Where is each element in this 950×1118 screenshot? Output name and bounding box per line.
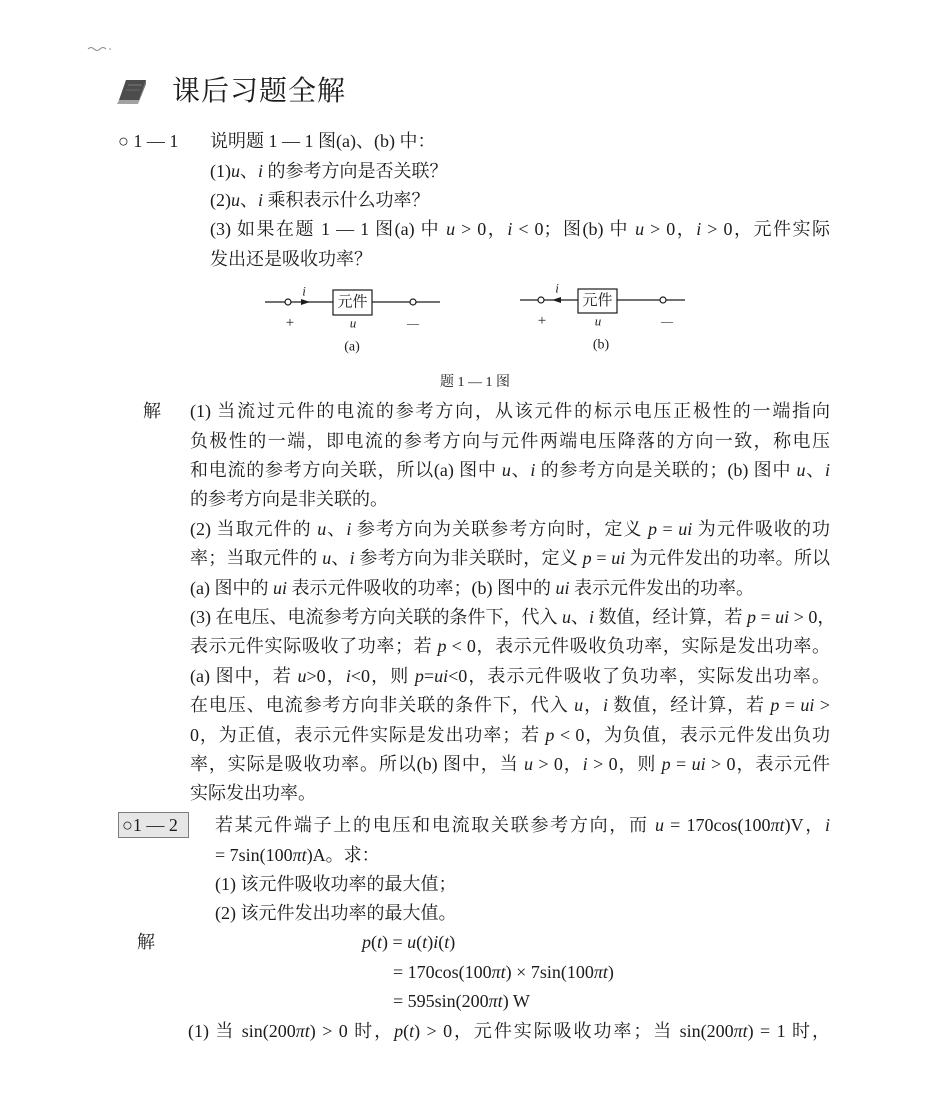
math-variable: ui [691,753,706,774]
voltage-label: u [594,313,602,329]
math-variable: i [582,753,588,774]
math-variable: p [394,1020,404,1041]
problem-text-line: (2)u、i 乘积表示什么功率？ [210,190,430,211]
math-variable: t [422,932,428,953]
corner-mark [84,42,116,56]
math-variable: i [603,695,609,716]
math-variable: p [545,724,555,745]
solution-text-line: 在电压、电流参考方向非关联的条件下，代入 u，i 数值，经计算，若 p = ui > [190,695,831,716]
math-variable: ui [775,607,790,628]
solution-text-line: 的参考方向是非关联的。 [190,489,388,510]
plus-sign: + [537,313,547,329]
math-variable: u [796,460,806,481]
solution-label: 解 [137,932,155,953]
solution-text-line: 表示元件实际吸收了功率；若 p < 0，表示元件吸收负功率，实际是发出功率。 [190,636,830,657]
figure-caption: 题 1 — 1 图 [440,375,510,390]
element-label: 元件 [337,294,368,311]
math-variable: i [258,160,264,181]
circuit-figure [0,275,950,360]
math-variable: u [523,753,533,774]
problem-text-line: (2) 该元件发出功率的最大值。 [215,903,457,924]
terminal-circle [660,297,666,303]
math-variable: u [574,695,584,716]
math-variable: p [648,518,657,539]
element-label: 元件 [582,293,613,309]
math-variable: t [444,932,450,953]
math-variable: p [414,665,424,686]
math-variable: ui [611,548,626,569]
solution-text-line: 率；当取元件的 u、i 参考方向为非关联时，定义 p = ui 为元件发出的功率。所以 [190,548,831,569]
math-variable: p [437,636,447,657]
math-variable: u [407,932,417,953]
problem-text-line: (3) 如果在题 1 — 1 图(a) 中 u > 0，i < 0；图(b) 中 u > 0，i > 0，元件实际 [210,219,831,240]
problem-statement [215,811,830,929]
book-icon [117,79,147,106]
math-variable: πt [488,991,503,1012]
problem-number: ○ 1 — 1 [118,131,179,152]
current-label: i [302,283,306,299]
solution-text-line: (a) 图中的 ui 表示元件吸收的功率；(b) 图中的 ui 表示元件发出的功率。 [190,577,755,598]
math-variable: i [349,548,355,569]
problem-text-line: (1) 该元件吸收功率的最大值； [215,874,457,895]
math-variable: i [258,190,264,211]
problem-text-line: 发出还是吸收功率？ [210,248,372,269]
math-variable: p [582,548,592,569]
equation-line: = 170cos(100πt) × 7sin(100πt) [393,961,614,982]
math-variable: t [409,1020,415,1041]
math-variable: ui [434,665,449,686]
math-variable: u [446,219,456,240]
voltage-label: u [349,315,357,331]
solution-text-line: 0，为正值，表示元件实际是发出功率；若 p < 0，为负值，表示元件发出负功 [190,724,831,745]
math-variable: πt [292,844,307,865]
math-variable: i [824,460,830,481]
math-variable: p [362,932,371,953]
math-variable: i [345,665,351,686]
math-variable: i [433,932,439,953]
math-variable: u [562,607,571,628]
math-variable: u [501,460,511,481]
math-variable: ui [678,518,693,539]
subfigure-label: (a) [344,339,360,355]
problem-text-line: 若某元件端子上的电压和电流取关联参考方向，而 u = 170cos(100πt)V，i [215,815,831,836]
terminal-circle [285,299,291,305]
current-arrow [552,297,561,303]
math-variable: i [507,219,513,240]
terminal-circle [410,299,416,305]
equation-line: p(t) = u(t)i(t) [362,932,456,953]
page-title: 课后习题全解 [172,76,347,107]
solution-text-line: (a) 图中，若 u>0，i<0，则 p=ui<0，表示元件吸收了负功率，实际发出功率。 [190,665,830,686]
math-variable: πt [295,1020,310,1041]
subfigure-label: (b) [592,337,610,353]
math-variable: πt [770,815,785,836]
equation-line: = 595sin(200πt) W [393,991,530,1012]
problem-number-box: ○1 — 2 [118,812,189,838]
math-variable: i [589,607,595,628]
math-variable: i [825,815,831,836]
math-variable: u [317,518,327,539]
math-variable: p [661,753,671,774]
solution-text-line: (3) 在电压、电流参考方向关联的条件下，代入 u、i 数值，经计算，若 p = ui > 0， [190,607,836,628]
math-variable: t [377,932,383,953]
math-variable: u [322,548,332,569]
math-variable: i [696,219,702,240]
math-variable: u [231,190,240,211]
solution-label: 解 [143,401,161,422]
solution-text-line: (2) 当取元件的 u、i 参考方向为关联参考方向时，定义 p = ui 为元件吸收的功 [190,518,831,539]
math-variable: ui [272,577,287,598]
math-variable: ui [555,577,570,598]
solution-text-line: (1) 当 sin(200πt) > 0 时，p(t) > 0，元件实际吸收功率；当 sin(200πt) = 1 时， [188,1020,830,1041]
math-variable: u [654,815,664,836]
minus-sign: — [661,314,673,328]
solution-text-line: 负极性的一端，即电流的参考方向与元件两端电压降落的方向一致，称电压 [190,430,830,451]
math-variable: u [231,160,240,181]
solution-body [190,397,836,808]
math-variable: u [635,219,645,240]
math-variable: ui [800,695,815,716]
math-variable: i [346,518,352,539]
math-variable: πt [491,961,506,982]
terminal-circle [538,297,544,303]
math-variable: i [530,460,536,481]
current-label: i [555,280,559,296]
math-variable: p [770,695,780,716]
solution-text-line: 和电流的参考方向关联，所以(a) 图中 u、i 的参考方向是关联的；(b) 图中 u、i [190,460,830,481]
book-pages [117,100,139,104]
minus-sign: — [407,316,419,330]
problem-statement [210,127,830,274]
solution-text-line: 实际发出功率。 [190,783,316,804]
math-variable: πt [593,961,608,982]
current-arrow [301,299,310,305]
problem-text-line: = 7sin(100πt)A。求： [215,844,380,865]
problem-text-line: 说明题 1 — 1 图(a)、(b) 中： [210,131,436,152]
corner-mark-dot [109,48,111,50]
math-variable: p [747,607,757,628]
math-variable: πt [733,1020,748,1041]
plus-sign: + [285,315,295,331]
solution-text-line: (1) 当流过元件的电流的参考方向，从该元件的标示电压正极性的一端指向 [190,401,830,422]
solution-text-line: 率，实际是吸收功率。所以(b) 图中，当 u > 0，i > 0，则 p = ui > 0，表示元件 [190,753,830,774]
math-variable: u [297,665,307,686]
problem-text-line: (1)u、i 的参考方向是否关联？ [210,160,448,181]
corner-mark-stroke [88,48,106,51]
